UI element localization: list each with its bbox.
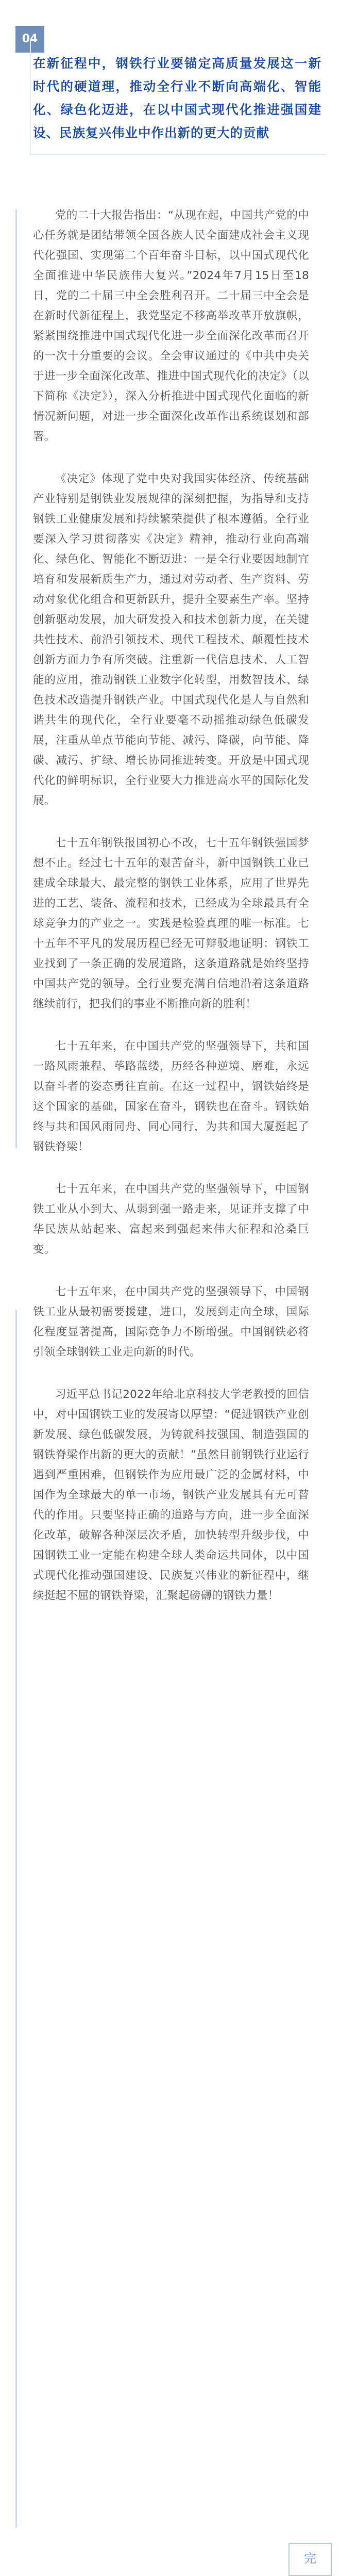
paragraph-3: 七十五年钢铁报国初心不改，七十五年钢铁强国梦想不止。经过七十五年的艰苦奋斗，新中国钢铁工业已建成全球最大、最完整的钢铁工业体系，应用了世界先进的工艺、装备、流程和技术，已经成为全球最具有全球竞争力的产业之一。实践是检验真理的唯一标准。七十五年不平凡的发展历程已经无可辩驳地证明：钢铁工业找到了一条正确的发展道路，这条道路就是始终坚持中国共产党的领导。全行业要充满自信地沿着这条道路继续前行，把我们的事业不断推向新的胜利！ — [33, 837, 309, 1010]
paragraph-7: 习近平总书记2022年给北京科技大学老教授的回信中，对中国钢铁工业的发展寄以厚望：“促进钢铁产业创新发展、绿色低碳发展，为铸就科技强国、制造强国的钢铁脊梁作出新的更大的贡献！”虽然目前钢铁行业运行遇到严重困难，但钢铁作为应用最广泛的金属材料，中国作为全球最大的单一市场，钢铁产业发展具有无可替代的作用。只要坚持正确的道路与方向，进一步全面深化改革，破解各种深层次矛盾，加快转型升级步伐，中国钢铁工业一定能在构建全球人类命运共同体，以中国式现代化推动强国建设、民族复兴伟业的新征程中，继续挺起不屈的钢铁脊梁，汇聚起磅礴的钢铁力量！ — [33, 1388, 309, 1602]
paragraph-5: 七十五年来，在中国共产党的坚强领导下，中国钢铁工业从小到大、从弱到强一路走来，见证并支撑了中华民族从站起来、富起来到强起来伟大征程和沧桑巨变。 — [33, 1183, 309, 1256]
paragraph-2: 《决定》体现了党中央对我国实体经济、传统基础产业特别是钢铁业发展规律的深刻把握，为指导和支持钢铁工业健康发展和持续繁荣提供了根本遵循。全行业要深入学习贯彻落实《决定》精神，推动行业向高端化、绿色化、智能化不断迈进：一是全行业要因地制宜培育和发展新质生产力，通过对劳动者、生产资料、劳动对象优化组合和更新跃升，提升全要素生产率。坚持创新驱动发展，加大研发投入和技术创新力度，在关键共性技术、前沿引领技术、现代工程技术、颠覆性技术创新方面力争有所突破。注重新一代信息技术、人工智能的应用，推动钢铁工业数字化转型，用数智技术、绿色技术改造提升钢铁产业。中国式现代化是人与自然和谐共生的现代化，全行业要毫不动摇推动绿色低碳发展，注重从单点节能向节能、减污、降碳，向节能、降碳、减污、扩绿、增长协同推进转变。开放是中国式现代化的鲜明标识，全行业要大力推进高水平的国际化发展。 — [33, 472, 309, 807]
article-body — [33, 205, 309, 1628]
end-stamp: 完 — [288, 2543, 332, 2576]
section-header — [15, 21, 325, 154]
paragraph-6: 七十五年来，在中国共产党的坚强领导下，中国钢铁工业从最初需要援建，进口，发展到走向全球，国际化程度显著提高，国际竞争力不断增强。中国钢铁必将引领全球钢铁工业走向新的时代。 — [33, 1285, 309, 1359]
paragraph-1: 党的二十大报告指出：“从现在起，中国共产党的中心任务就是团结带领全国各族人民全面建成社会主义现代化强国、实现第二个百年奋斗目标，以中国式现代化全面推进中华民族伟大复兴。”2024年7月15日至18日，党的二十届三中全会胜利召开。二十届三中全会是在新时代新征程上，我党坚定不移高举改革开放旗帜，紧紧围绕推进中国式现代化进一步全面深化改革而召开的一次十分重要的会议。全会审议通过的《中共中央关于进一步全面深化改革、推进中国式现代化的决定》（以下简称《决定》），深入分析推进中国式现代化面临的新情况新问题，对进一步全面深化改革作出系统谋划和部署。 — [33, 209, 309, 443]
section-number-badge: 04 — [15, 26, 44, 53]
left-rule-top — [15, 209, 17, 1148]
section-title: 在新征程中，钢铁行业要锚定高质量发展这一新时代的硬道理，推动全行业不断向高端化、智能化、绿色化迈进，在以中国式现代化推进强国建设、民族复兴伟业中作出新的更大的贡献 — [33, 56, 321, 140]
paragraph-4: 七十五年来，在中国共产党的坚强领导下，共和国一路风雨兼程、荜路蓝缕，历经各种逆境、磨难，永远以奋斗者的姿态勇往直前。在这一过程中，钢铁始终是这个国家的基础，国家在奋斗，钢铁也在奋斗。钢铁始终与共和国风雨同舟、同心同行，为共和国大厦挺起了钢铁脊梁！ — [33, 1040, 309, 1153]
left-rule-bottom — [15, 1310, 17, 2528]
